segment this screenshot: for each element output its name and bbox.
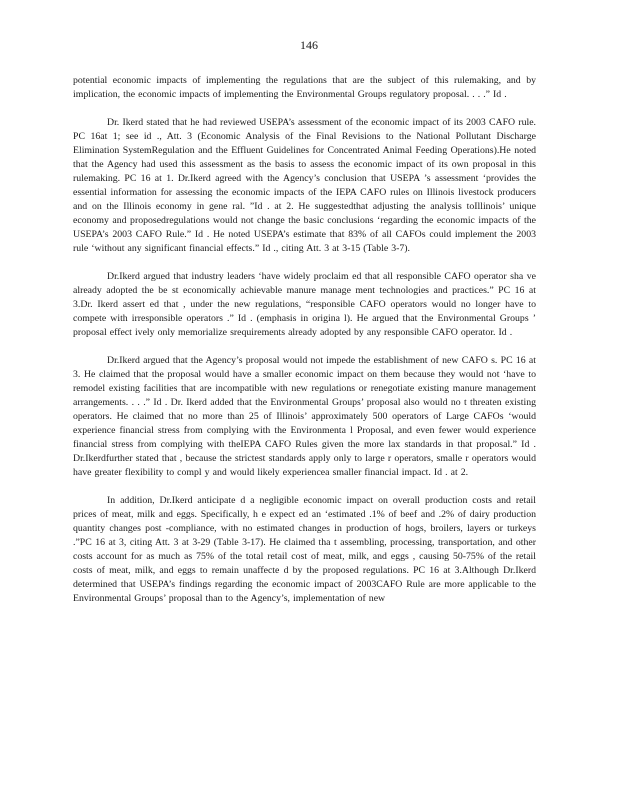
paragraph-new-cafos: Dr.Ikerd argued that the Agency’s proposal would not impede the establishment of new CAFO s. PC 16 at 3. He claimed that the proposal would have a smaller economic impact on them because they would not ‘have to remodel existing facilities that are incompatible with new regulations or renegotiate existing manure management arrangements. . . .” Id . Dr. Ikerd added that the Environmental Groups’ proposal also would no t threaten existing operators. He claimed that no more than 25 of Illinois’ approximately 500 operators of Large CAFOs ‘would experience financial stress from complying with the Environmenta l Proposal, and even fewer would experience financial stress from complying with theIEPA CAFO Rules given the more lax standards in that proposal.” Id . Dr.Ikerdfurther stated that , because the strictest standards apply only to large r operators, smalle r operators would have greater flexibility to compl y and would likely experiencea smaller financial impact. Id . at 2. — [73, 355, 536, 478]
document-body — [73, 74, 536, 620]
paragraph-continuation: potential economic impacts of implementing the regulations that are the subject of this rulemaking, and by implication, the economic impacts of implementing the Environmental Groups regulatory proposal. . . .” Id . — [73, 75, 536, 100]
page-number: 146 — [300, 38, 318, 52]
paragraph-industry-leaders: Dr.Ikerd argued that industry leaders ‘have widely proclaim ed that all responsible CAFO operator sha ve already adopted the be st economically achievable manure manage ment technologies and practices.” PC 16 at 3.Dr. Ikerd assert ed that , under the new regulations, “responsible CAFO operators would no longer have to compete with irresponsible operators .” Id . (emphasis in origina l). He argued that the Environmental Groups ’ proposal effect ively only memorialize srequirements already adopted by any responsible CAFO operator. Id . — [73, 271, 536, 338]
paragraph-production-costs: In addition, Dr.Ikerd anticipate d a negligible economic impact on overall production costs and retail prices of meat, milk and eggs. Specifically, h e expect ed an ‘estimated .1% of beef and .2% of dairy production quantity changes post -compliance, with no estimated changes in production of hogs, broilers, layers or turkeys .”PC 16 at 3, citing Att. 3 at 3-29 (Table 3-17). He claimed tha t assembling, processing, transportation, and other costs account for as much as 75% of the total retail cost of meat, milk, and eggs , causing 50-75% of the retail costs of meat, milk, and eggs to remain unaffecte d by the proposed regulations. PC 16 at 3.Although Dr.Ikerd determined that USEPA’s findings regarding the economic impact of 2003CAFO Rule are more applicable to the Environmental Groups’ proposal than to the Agency’s, implementation of new — [73, 495, 536, 604]
paragraph-ikerd-usepa-assessment: Dr. Ikerd stated that he had reviewed USEPA’s assessment of the economic impact of its 2003 CAFO rule. PC 16at 1; see id ., Att. 3 (Economic Analysis of the Final Revisions to the National Pollutant Discharge Elimination SystemRegulation and the Effluent Guidelines for Concentrated Animal Feeding Operations).He noted that the Agency had used this assessment as the basis to assess the economic impact of its own proposal in this rulemaking. PC 16 at 1. Dr.Ikerd agreed with the Agency’s conclusion that USEPA ’s assessment ‘provides the essential information for assessing the economic impacts of the IEPA CAFO rules on Illinois livestock producers and on the Illinois economy in gene ral. ”Id . at 2. He suggestedthat adjusting the analysis toIllinois’ unique economy and proposedregulations would not change the basic conclusions ‘regarding the economic impacts of the USEPA’s 2003 CAFO Rule.” Id . He noted USEPA’s estimate that 83% of all CAFOs could implement the 2003 rule ‘without any significant financial effects.” Id ., citing Att. 3 at 3-15 (Table 3-7). — [73, 117, 536, 254]
